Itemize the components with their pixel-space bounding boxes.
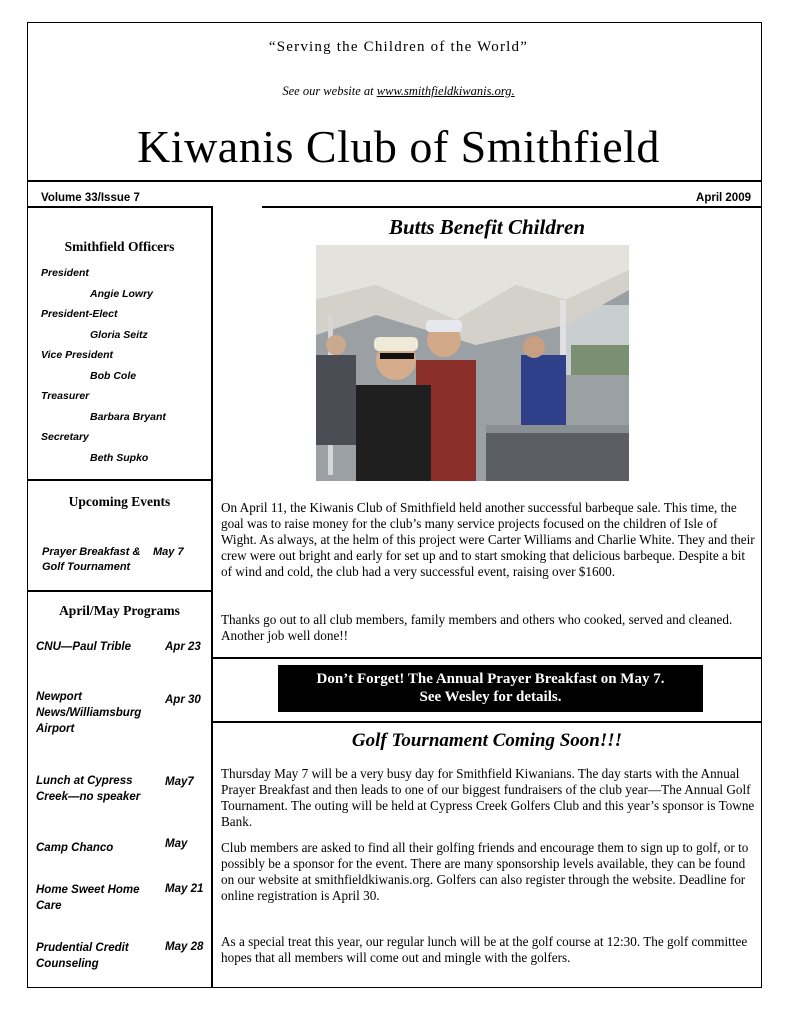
motto: “Serving the Children of the World”	[268, 39, 529, 55]
sidebar-divider	[27, 479, 212, 481]
officer-name: Gloria Seitz	[90, 329, 148, 341]
newsletter-title: Kiwanis Club of Smithfield	[137, 121, 660, 172]
officer-name: Bob Cole	[90, 370, 137, 382]
program-name: CNU—Paul Trible	[36, 641, 131, 653]
masthead-divider	[27, 180, 762, 182]
program-name: Camp Chanco	[36, 842, 114, 854]
sidebar-top-rule	[27, 206, 212, 208]
program-name: Lunch at Cypress Creek—no speaker	[36, 775, 141, 803]
event-date: May 7	[153, 546, 184, 558]
article-paragraph: Thanks go out to all club members, family members and others who cooked, served and cleaned. Another job well done!!	[221, 612, 733, 643]
website-line	[0, 84, 797, 99]
section-divider	[212, 721, 762, 723]
program-date: Apr 23	[165, 641, 201, 653]
event-name-line2: Golf Tournament	[42, 561, 131, 573]
program-date: May	[165, 838, 188, 850]
banner-line1: Don’t Forget! The Annual Prayer Breakfast on May 7.	[316, 671, 665, 687]
main-top-rule	[262, 206, 762, 208]
program-date: May 21	[165, 883, 204, 895]
column-divider	[211, 206, 213, 988]
program-date: May 28	[165, 941, 204, 953]
banner-line2: See Wesley for details.	[419, 689, 562, 705]
article-paragraph: On April 11, the Kiwanis Club of Smithfield held another successful barbeque sale. This time, the goal was to raise money for the club’s many service projects focused on the children of Isle of Wight. As always, at the helm of this project were Carter Williams and Charlie White. They and their crew were out bright and early for set up and to start smoking that delicious barbeque. Despite a bit of wind and cold, the club had a very successful event, raising over $1600.	[221, 500, 755, 579]
program-name: Newport News/Williamsburg Airport	[36, 691, 142, 735]
barbeque-photo	[316, 245, 629, 481]
officer-role: Vice President	[41, 349, 113, 361]
section-divider	[212, 657, 762, 659]
program-date: May7	[165, 776, 194, 788]
issue-date: April 2009	[696, 192, 751, 204]
officers-title: Smithfield Officers	[64, 239, 175, 254]
sidebar-divider	[27, 590, 212, 592]
article-paragraph: Club members are asked to find all their golfing friends and encourage them to sign up to golf, or to possibly be a sponsor for the event. There are many sponsorship levels available, they can be found on our website at smithfieldkiwanis.org. Golfers can also register through the website. Deadline for online registration is April 30.	[221, 840, 749, 903]
article-headline: Butts Benefit Children	[388, 215, 586, 239]
officer-name: Barbara Bryant	[90, 411, 166, 423]
officer-role: President-Elect	[41, 308, 118, 320]
article-paragraph: As a special treat this year, our regular lunch will be at the golf course at 12:30. The golf committee hopes that all members will come out and mingle with the golfers.	[221, 934, 748, 965]
officer-role: Treasurer	[41, 390, 90, 402]
volume-issue: Volume 33/Issue 7	[41, 192, 140, 204]
program-name: Home Sweet Home Care	[36, 884, 140, 912]
article-headline: Golf Tournament Coming Soon!!!	[351, 730, 623, 751]
program-date: Apr 30	[165, 694, 201, 706]
website-prefix: See our website at	[282, 84, 374, 98]
program-name: Prudential Credit Counseling	[36, 942, 129, 970]
article-paragraph: Thursday May 7 will be a very busy day for Smithfield Kiwanians. The day starts with the Annual Prayer Breakfast and then leads to one of our biggest fundraisers of the club year—The Annual Golf Tournament. The outing will be held at Cypress Creek Golfers Club and this year’s sponsor is Towne Bank.	[221, 766, 755, 829]
officer-name: Angie Lowry	[90, 288, 154, 300]
officer-role: President	[41, 267, 89, 279]
programs-title: April/May Programs	[59, 603, 180, 618]
website-link[interactable]: www.smithfieldkiwanis.org.	[376, 84, 515, 98]
events-title: Upcoming Events	[68, 494, 171, 509]
officer-name: Beth Supko	[90, 452, 149, 464]
officer-role: Secretary	[41, 431, 89, 443]
reminder-banner	[278, 665, 703, 712]
event-name-line1: Prayer Breakfast &	[42, 546, 141, 558]
